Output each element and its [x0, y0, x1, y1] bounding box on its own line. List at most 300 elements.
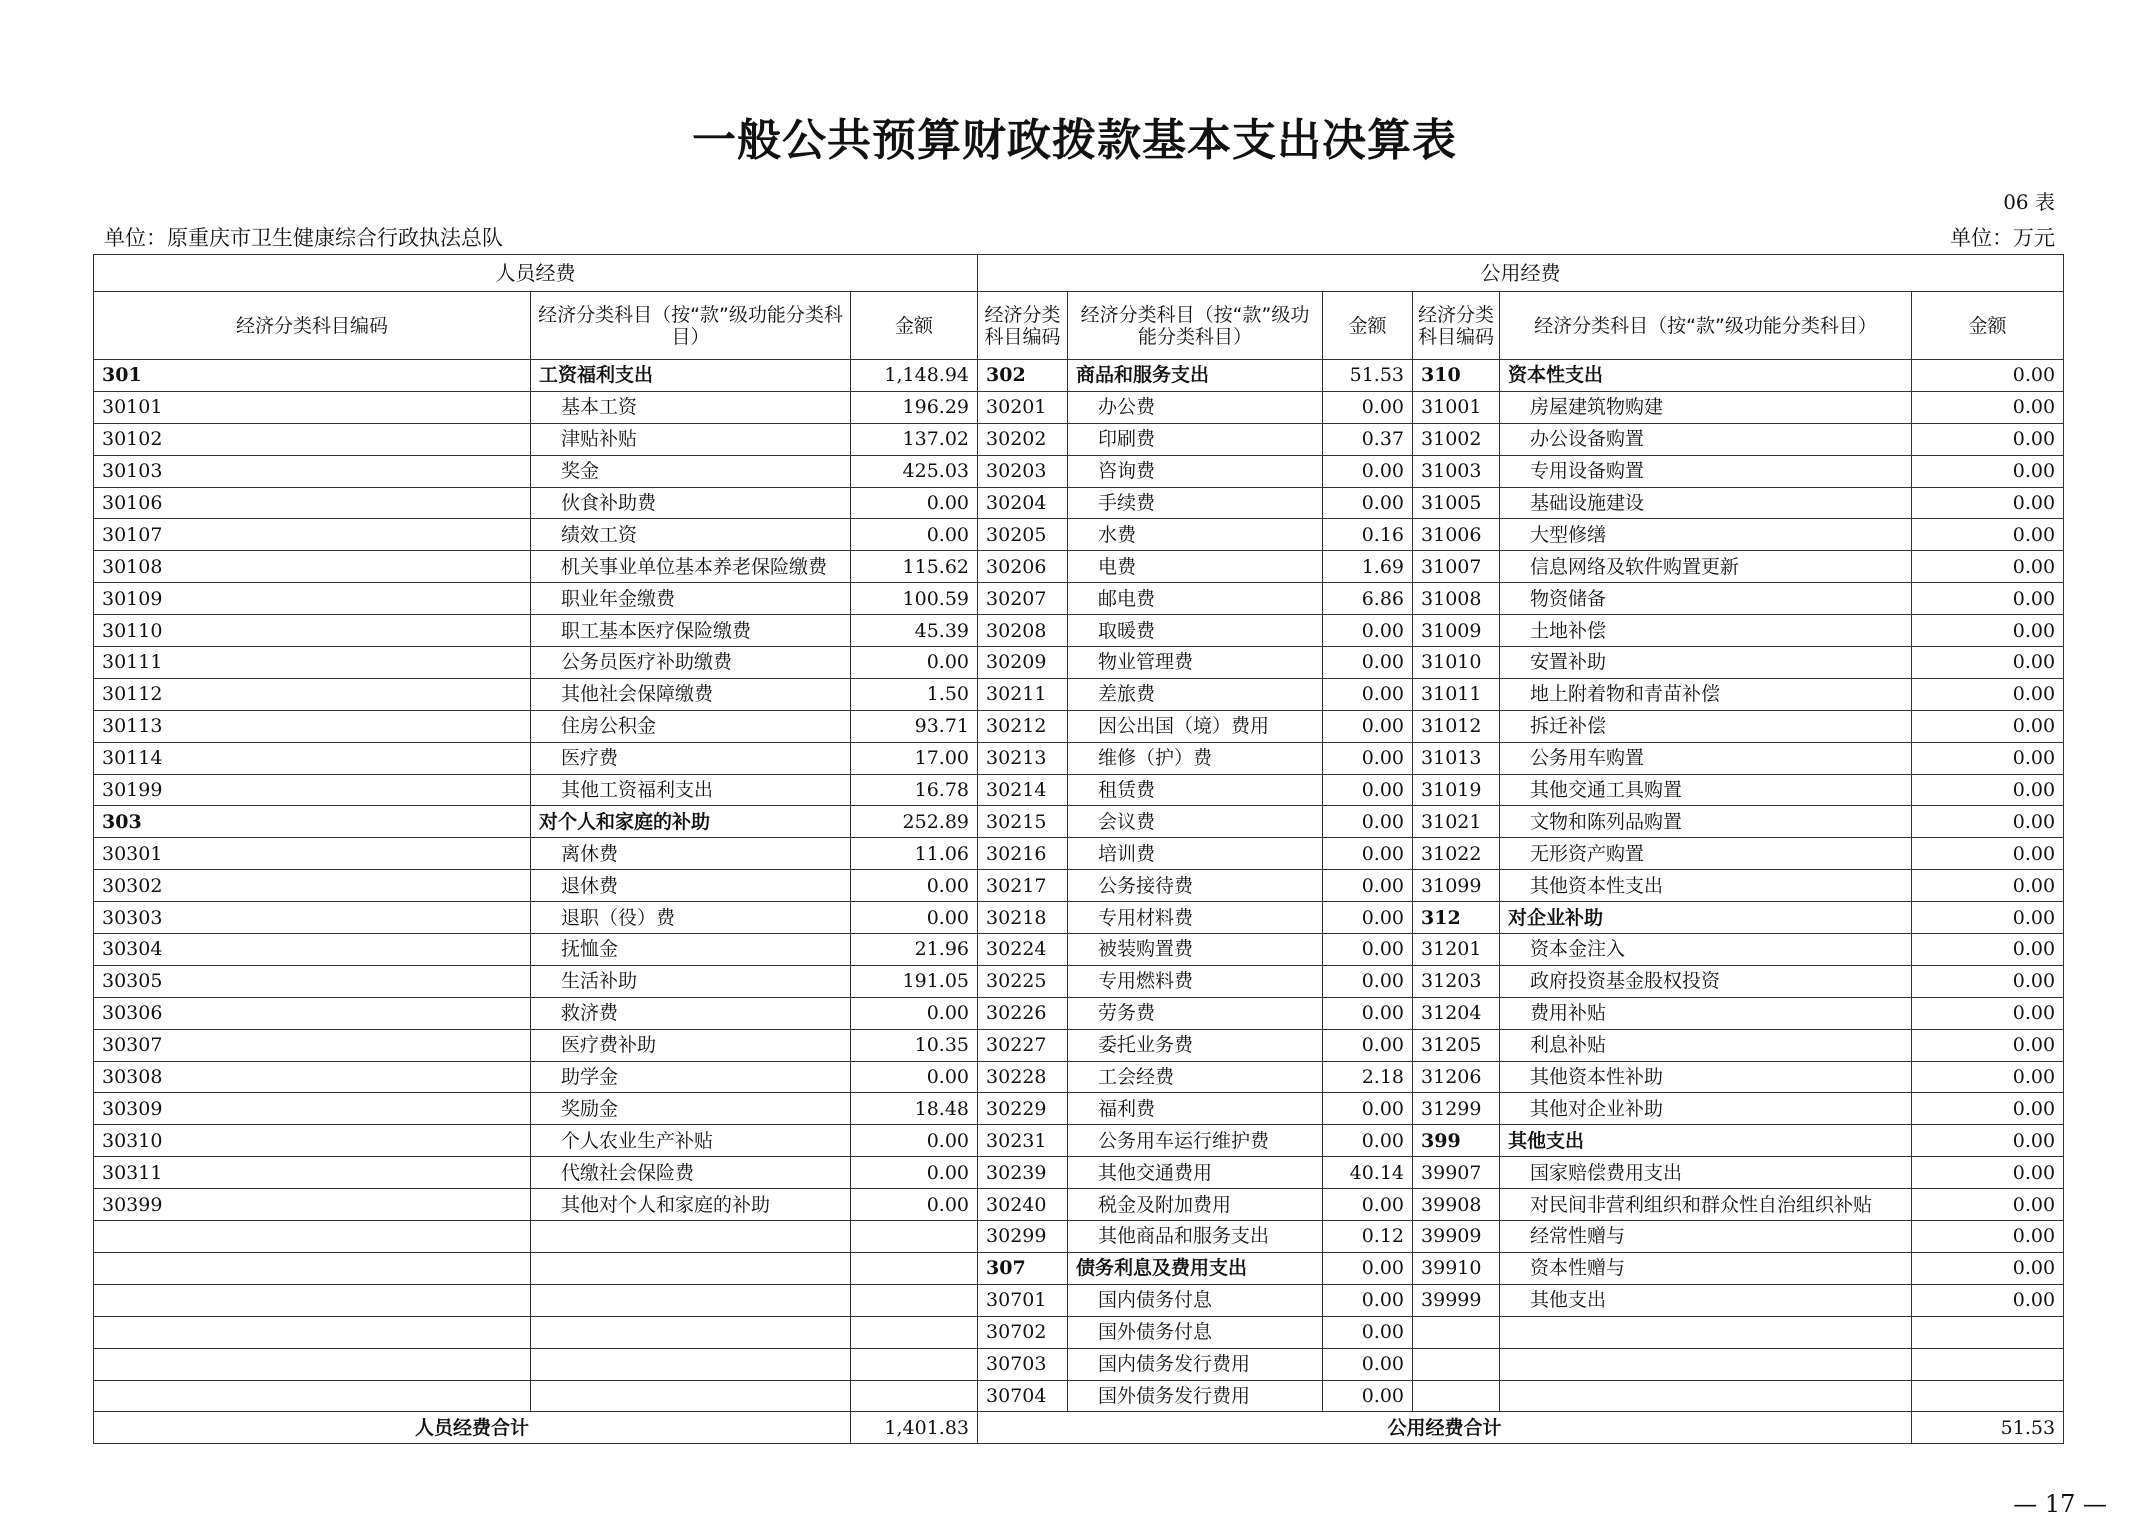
- personnel-code-cell: 30110: [94, 615, 531, 647]
- personnel-amount-cell: 0.00: [851, 902, 978, 934]
- goods-amount-cell: 0.00: [1323, 1252, 1413, 1284]
- personnel-code-cell: 30103: [94, 455, 531, 487]
- capital-name-cell: 基础设施建设: [1500, 487, 1912, 519]
- goods-name-cell: 专用材料费: [1068, 902, 1323, 934]
- personnel-name-cell: 医疗费: [531, 742, 851, 774]
- personnel-code-cell: 30102: [94, 423, 531, 455]
- personnel-code-cell: 301: [94, 360, 531, 392]
- personnel-name-cell: 代缴社会保险费: [531, 1157, 851, 1189]
- personnel-name-cell: 救济费: [531, 997, 851, 1029]
- personnel-name-cell: 生活补助: [531, 965, 851, 997]
- personnel-name-cell: 奖金: [531, 455, 851, 487]
- personnel-amount-cell: 196.29: [851, 391, 978, 423]
- capital-code-cell: 312: [1413, 902, 1500, 934]
- goods-amount-cell: 0.00: [1323, 710, 1413, 742]
- capital-amount-cell: 0.00: [1912, 391, 2064, 423]
- personnel-code-cell: 303: [94, 806, 531, 838]
- capital-name-cell: 办公设备购置: [1500, 423, 1912, 455]
- capital-amount-cell: 0.00: [1912, 647, 2064, 679]
- personnel-name-cell: 住房公积金: [531, 710, 851, 742]
- capital-code-cell: 31010: [1413, 647, 1500, 679]
- capital-amount-cell: 0.00: [1912, 423, 2064, 455]
- table-row: [94, 902, 2064, 934]
- personnel-amount-cell: 0.00: [851, 997, 978, 1029]
- personnel-name-cell: 其他社会保障缴费: [531, 678, 851, 710]
- capital-name-cell: 资本性赠与: [1500, 1252, 1912, 1284]
- table-row: [94, 1029, 2064, 1061]
- capital-amount-cell: 0.00: [1912, 934, 2064, 966]
- header-code-mid: 经济分类科目编码: [978, 292, 1068, 360]
- table-row: [94, 1221, 2064, 1253]
- personnel-total-label: 人员经费合计: [94, 1412, 851, 1444]
- personnel-amount-cell: [851, 1348, 978, 1380]
- goods-amount-cell: 0.00: [1323, 678, 1413, 710]
- goods-code-cell: 30213: [978, 742, 1068, 774]
- goods-amount-cell: 0.00: [1323, 1125, 1413, 1157]
- personnel-code-cell: 30113: [94, 710, 531, 742]
- header-amount: 金额: [851, 292, 978, 360]
- header-name: 经济分类科目（按“款”级功能分类科目）: [531, 292, 851, 360]
- personnel-code-cell: 30109: [94, 583, 531, 615]
- goods-amount-cell: 0.00: [1323, 1284, 1413, 1316]
- goods-code-cell: 30231: [978, 1125, 1068, 1157]
- personnel-code-cell: 30310: [94, 1125, 531, 1157]
- personnel-total-amount: 1,401.83: [851, 1412, 978, 1444]
- personnel-name-cell: 退休费: [531, 870, 851, 902]
- goods-amount-cell: 0.00: [1323, 487, 1413, 519]
- personnel-name-cell: [531, 1221, 851, 1253]
- personnel-code-cell: [94, 1380, 531, 1412]
- unit-organization: 单位：原重庆市卫生健康综合行政执法总队: [104, 226, 503, 250]
- goods-amount-cell: 0.12: [1323, 1221, 1413, 1253]
- header-amount-right: 金额: [1912, 292, 2064, 360]
- goods-amount-cell: 0.00: [1323, 838, 1413, 870]
- goods-code-cell: 30701: [978, 1284, 1068, 1316]
- goods-amount-cell: 0.00: [1323, 965, 1413, 997]
- capital-code-cell: 31205: [1413, 1029, 1500, 1061]
- capital-name-cell: 国家赔偿费用支出: [1500, 1157, 1912, 1189]
- capital-name-cell: [1500, 1380, 1912, 1412]
- capital-amount-cell: 0.00: [1912, 487, 2064, 519]
- capital-amount-cell: 0.00: [1912, 742, 2064, 774]
- goods-amount-cell: 0.00: [1323, 997, 1413, 1029]
- capital-name-cell: 地上附着物和青苗补偿: [1500, 678, 1912, 710]
- capital-name-cell: 无形资产购置: [1500, 838, 1912, 870]
- capital-code-cell: [1413, 1316, 1500, 1348]
- goods-code-cell: 30202: [978, 423, 1068, 455]
- goods-amount-cell: 0.00: [1323, 391, 1413, 423]
- goods-code-cell: 30212: [978, 710, 1068, 742]
- personnel-name-cell: 职工基本医疗保险缴费: [531, 615, 851, 647]
- goods-amount-cell: 0.00: [1323, 934, 1413, 966]
- capital-name-cell: 拆迁补偿: [1500, 710, 1912, 742]
- goods-code-cell: 30229: [978, 1093, 1068, 1125]
- personnel-amount-cell: 137.02: [851, 423, 978, 455]
- capital-name-cell: 土地补偿: [1500, 615, 1912, 647]
- goods-amount-cell: 0.00: [1323, 1029, 1413, 1061]
- unit-currency: 单位：万元: [1950, 226, 2055, 250]
- capital-name-cell: 资本性支出: [1500, 360, 1912, 392]
- personnel-amount-cell: 16.78: [851, 774, 978, 806]
- goods-code-cell: 30225: [978, 965, 1068, 997]
- personnel-name-cell: 工资福利支出: [531, 360, 851, 392]
- capital-amount-cell: 0.00: [1912, 583, 2064, 615]
- capital-code-cell: 39907: [1413, 1157, 1500, 1189]
- capital-amount-cell: 0.00: [1912, 360, 2064, 392]
- goods-name-cell: 物业管理费: [1068, 647, 1323, 679]
- personnel-code-cell: 30107: [94, 519, 531, 551]
- personnel-name-cell: 退职（役）费: [531, 902, 851, 934]
- goods-name-cell: 因公出国（境）费用: [1068, 710, 1323, 742]
- goods-amount-cell: 0.00: [1323, 774, 1413, 806]
- capital-amount-cell: 0.00: [1912, 1157, 2064, 1189]
- personnel-amount-cell: 425.03: [851, 455, 978, 487]
- goods-amount-cell: 0.00: [1323, 1189, 1413, 1221]
- goods-code-cell: 30201: [978, 391, 1068, 423]
- capital-code-cell: 31005: [1413, 487, 1500, 519]
- capital-name-cell: [1500, 1316, 1912, 1348]
- goods-code-cell: 30227: [978, 1029, 1068, 1061]
- capital-name-cell: 利息补贴: [1500, 1029, 1912, 1061]
- table-row: [94, 870, 2064, 902]
- capital-code-cell: 31013: [1413, 742, 1500, 774]
- goods-name-cell: 税金及附加费用: [1068, 1189, 1323, 1221]
- personnel-code-cell: [94, 1316, 531, 1348]
- personnel-amount-cell: 252.89: [851, 806, 978, 838]
- personnel-amount-cell: 1.50: [851, 678, 978, 710]
- personnel-name-cell: [531, 1284, 851, 1316]
- goods-name-cell: 国外债务付息: [1068, 1316, 1323, 1348]
- personnel-name-cell: [531, 1316, 851, 1348]
- capital-name-cell: 大型修缮: [1500, 519, 1912, 551]
- personnel-amount-cell: 45.39: [851, 615, 978, 647]
- goods-amount-cell: 6.86: [1323, 583, 1413, 615]
- goods-name-cell: 劳务费: [1068, 997, 1323, 1029]
- goods-name-cell: 国内债务付息: [1068, 1284, 1323, 1316]
- capital-amount-cell: 0.00: [1912, 519, 2064, 551]
- personnel-name-cell: 机关事业单位基本养老保险缴费: [531, 551, 851, 583]
- capital-amount-cell: 0.00: [1912, 1252, 2064, 1284]
- table-row: [94, 487, 2064, 519]
- capital-name-cell: 专用设备购置: [1500, 455, 1912, 487]
- table-row: [94, 647, 2064, 679]
- capital-amount-cell: 0.00: [1912, 615, 2064, 647]
- personnel-amount-cell: 10.35: [851, 1029, 978, 1061]
- personnel-amount-cell: 93.71: [851, 710, 978, 742]
- capital-amount-cell: 0.00: [1912, 902, 2064, 934]
- goods-code-cell: 30702: [978, 1316, 1068, 1348]
- goods-amount-cell: 0.00: [1323, 1093, 1413, 1125]
- personnel-name-cell: [531, 1380, 851, 1412]
- personnel-name-cell: [531, 1348, 851, 1380]
- table-row: [94, 1061, 2064, 1093]
- table-row: [94, 423, 2064, 455]
- goods-name-cell: 被装购置费: [1068, 934, 1323, 966]
- personnel-code-cell: 30308: [94, 1061, 531, 1093]
- capital-name-cell: 对企业补助: [1500, 902, 1912, 934]
- goods-name-cell: 公务用车运行维护费: [1068, 1125, 1323, 1157]
- capital-name-cell: 其他资本性支出: [1500, 870, 1912, 902]
- capital-code-cell: 39910: [1413, 1252, 1500, 1284]
- goods-code-cell: 30203: [978, 455, 1068, 487]
- goods-name-cell: 印刷费: [1068, 423, 1323, 455]
- personnel-code-cell: 30307: [94, 1029, 531, 1061]
- personnel-name-cell: [531, 1252, 851, 1284]
- group-public: 公用经费: [978, 255, 2064, 292]
- capital-amount-cell: 0.00: [1912, 1029, 2064, 1061]
- personnel-name-cell: 伙食补助费: [531, 487, 851, 519]
- goods-name-cell: 专用燃料费: [1068, 965, 1323, 997]
- personnel-amount-cell: 0.00: [851, 647, 978, 679]
- goods-code-cell: 30209: [978, 647, 1068, 679]
- capital-code-cell: 31009: [1413, 615, 1500, 647]
- table-row: [94, 519, 2064, 551]
- goods-code-cell: 30703: [978, 1348, 1068, 1380]
- totals-row: [94, 1412, 2064, 1444]
- table-row: [94, 455, 2064, 487]
- goods-amount-cell: 0.16: [1323, 519, 1413, 551]
- personnel-name-cell: 离休费: [531, 838, 851, 870]
- goods-name-cell: 公务接待费: [1068, 870, 1323, 902]
- expenditure-table: [93, 254, 2064, 1444]
- goods-amount-cell: 0.00: [1323, 1380, 1413, 1412]
- table-row: [94, 360, 2064, 392]
- capital-amount-cell: 0.00: [1912, 551, 2064, 583]
- goods-name-cell: 债务利息及费用支出: [1068, 1252, 1323, 1284]
- personnel-amount-cell: 0.00: [851, 1061, 978, 1093]
- personnel-amount-cell: [851, 1284, 978, 1316]
- personnel-name-cell: 其他对个人和家庭的补助: [531, 1189, 851, 1221]
- goods-name-cell: 其他商品和服务支出: [1068, 1221, 1323, 1253]
- personnel-name-cell: 医疗费补助: [531, 1029, 851, 1061]
- personnel-code-cell: 30304: [94, 934, 531, 966]
- capital-amount-cell: 0.00: [1912, 774, 2064, 806]
- table-row: [94, 1348, 2064, 1380]
- personnel-code-cell: 30111: [94, 647, 531, 679]
- capital-amount-cell: 0.00: [1912, 678, 2064, 710]
- column-header-row: [94, 292, 2064, 360]
- capital-amount-cell: 0.00: [1912, 965, 2064, 997]
- table-row: [94, 551, 2064, 583]
- capital-name-cell: 对民间非营利组织和群众性自治组织补贴: [1500, 1189, 1912, 1221]
- capital-code-cell: 39908: [1413, 1189, 1500, 1221]
- personnel-amount-cell: [851, 1316, 978, 1348]
- capital-name-cell: 信息网络及软件购置更新: [1500, 551, 1912, 583]
- goods-amount-cell: 0.00: [1323, 455, 1413, 487]
- page-title: 一般公共预算财政拨款基本支出决算表: [692, 115, 1457, 166]
- goods-name-cell: 国外债务发行费用: [1068, 1380, 1323, 1412]
- personnel-amount-cell: [851, 1252, 978, 1284]
- capital-code-cell: 31206: [1413, 1061, 1500, 1093]
- capital-amount-cell: [1912, 1316, 2064, 1348]
- goods-code-cell: 30228: [978, 1061, 1068, 1093]
- header-amount-mid: 金额: [1323, 292, 1413, 360]
- table-row: [94, 1316, 2064, 1348]
- capital-code-cell: 31019: [1413, 774, 1500, 806]
- group-personnel: 人员经费: [94, 255, 978, 292]
- form-number: 06 表: [2003, 190, 2055, 214]
- goods-amount-cell: 0.00: [1323, 806, 1413, 838]
- personnel-amount-cell: 0.00: [851, 1189, 978, 1221]
- capital-name-cell: 其他对企业补助: [1500, 1093, 1912, 1125]
- personnel-code-cell: 30306: [94, 997, 531, 1029]
- goods-code-cell: 30204: [978, 487, 1068, 519]
- goods-code-cell: 30217: [978, 870, 1068, 902]
- personnel-amount-cell: 0.00: [851, 519, 978, 551]
- capital-code-cell: 31008: [1413, 583, 1500, 615]
- table-row: [94, 615, 2064, 647]
- goods-code-cell: 30205: [978, 519, 1068, 551]
- personnel-amount-cell: 1,148.94: [851, 360, 978, 392]
- goods-amount-cell: 0.00: [1323, 1316, 1413, 1348]
- goods-code-cell: 30226: [978, 997, 1068, 1029]
- capital-code-cell: 31007: [1413, 551, 1500, 583]
- goods-name-cell: 培训费: [1068, 838, 1323, 870]
- goods-code-cell: 30239: [978, 1157, 1068, 1189]
- capital-amount-cell: 0.00: [1912, 870, 2064, 902]
- personnel-name-cell: 职业年金缴费: [531, 583, 851, 615]
- personnel-name-cell: 公务员医疗补助缴费: [531, 647, 851, 679]
- capital-name-cell: 资本金注入: [1500, 934, 1912, 966]
- capital-name-cell: 其他资本性补助: [1500, 1061, 1912, 1093]
- goods-name-cell: 邮电费: [1068, 583, 1323, 615]
- table-row: [94, 1157, 2064, 1189]
- table-row: [94, 1380, 2064, 1412]
- goods-amount-cell: 0.00: [1323, 615, 1413, 647]
- goods-code-cell: 30240: [978, 1189, 1068, 1221]
- personnel-amount-cell: 21.96: [851, 934, 978, 966]
- capital-code-cell: 31203: [1413, 965, 1500, 997]
- table-row: [94, 678, 2064, 710]
- goods-code-cell: 30214: [978, 774, 1068, 806]
- goods-amount-cell: 0.00: [1323, 1348, 1413, 1380]
- capital-code-cell: 399: [1413, 1125, 1500, 1157]
- goods-name-cell: 差旅费: [1068, 678, 1323, 710]
- goods-amount-cell: 40.14: [1323, 1157, 1413, 1189]
- goods-name-cell: 商品和服务支出: [1068, 360, 1323, 392]
- table-row: [94, 774, 2064, 806]
- table-row: [94, 838, 2064, 870]
- personnel-name-cell: 津贴补贴: [531, 423, 851, 455]
- personnel-name-cell: 个人农业生产补贴: [531, 1125, 851, 1157]
- personnel-code-cell: 30309: [94, 1093, 531, 1125]
- personnel-name-cell: 其他工资福利支出: [531, 774, 851, 806]
- personnel-code-cell: 30108: [94, 551, 531, 583]
- goods-name-cell: 咨询费: [1068, 455, 1323, 487]
- personnel-code-cell: [94, 1252, 531, 1284]
- capital-code-cell: [1413, 1348, 1500, 1380]
- capital-amount-cell: 0.00: [1912, 838, 2064, 870]
- goods-code-cell: 30211: [978, 678, 1068, 710]
- capital-amount-cell: 0.00: [1912, 1093, 2064, 1125]
- goods-code-cell: 30299: [978, 1221, 1068, 1253]
- capital-code-cell: 31299: [1413, 1093, 1500, 1125]
- goods-code-cell: 30704: [978, 1380, 1068, 1412]
- personnel-code-cell: 30311: [94, 1157, 531, 1189]
- table-row: [94, 997, 2064, 1029]
- capital-name-cell: 经常性赠与: [1500, 1221, 1912, 1253]
- personnel-code-cell: 30305: [94, 965, 531, 997]
- goods-name-cell: 维修（护）费: [1068, 742, 1323, 774]
- table-row: [94, 1125, 2064, 1157]
- personnel-code-cell: 30301: [94, 838, 531, 870]
- capital-name-cell: 物资储备: [1500, 583, 1912, 615]
- personnel-name-cell: 助学金: [531, 1061, 851, 1093]
- goods-name-cell: 电费: [1068, 551, 1323, 583]
- personnel-amount-cell: 100.59: [851, 583, 978, 615]
- capital-name-cell: 文物和陈列品购置: [1500, 806, 1912, 838]
- capital-code-cell: 31012: [1413, 710, 1500, 742]
- personnel-amount-cell: 0.00: [851, 1157, 978, 1189]
- capital-amount-cell: 0.00: [1912, 1125, 2064, 1157]
- personnel-name-cell: 抚恤金: [531, 934, 851, 966]
- goods-name-cell: 委托业务费: [1068, 1029, 1323, 1061]
- table-row: [94, 742, 2064, 774]
- goods-amount-cell: 1.69: [1323, 551, 1413, 583]
- personnel-code-cell: 30303: [94, 902, 531, 934]
- goods-code-cell: 30218: [978, 902, 1068, 934]
- goods-amount-cell: 0.00: [1323, 742, 1413, 774]
- capital-code-cell: 31201: [1413, 934, 1500, 966]
- table-row: [94, 583, 2064, 615]
- goods-name-cell: 取暖费: [1068, 615, 1323, 647]
- personnel-amount-cell: 0.00: [851, 870, 978, 902]
- goods-name-cell: 福利费: [1068, 1093, 1323, 1125]
- goods-name-cell: 工会经费: [1068, 1061, 1323, 1093]
- personnel-amount-cell: 0.00: [851, 487, 978, 519]
- capital-amount-cell: 0.00: [1912, 806, 2064, 838]
- goods-code-cell: 30206: [978, 551, 1068, 583]
- goods-name-cell: 其他交通费用: [1068, 1157, 1323, 1189]
- personnel-code-cell: 30101: [94, 391, 531, 423]
- table-row: [94, 934, 2064, 966]
- goods-code-cell: 30224: [978, 934, 1068, 966]
- capital-code-cell: 31006: [1413, 519, 1500, 551]
- goods-amount-cell: 0.00: [1323, 902, 1413, 934]
- personnel-code-cell: [94, 1348, 531, 1380]
- header-code: 经济分类科目编码: [94, 292, 531, 360]
- personnel-code-cell: [94, 1221, 531, 1253]
- capital-code-cell: [1413, 1380, 1500, 1412]
- capital-name-cell: 安置补助: [1500, 647, 1912, 679]
- personnel-name-cell: 对个人和家庭的补助: [531, 806, 851, 838]
- personnel-amount-cell: 0.00: [851, 1125, 978, 1157]
- personnel-amount-cell: 11.06: [851, 838, 978, 870]
- goods-name-cell: 租赁费: [1068, 774, 1323, 806]
- personnel-amount-cell: 18.48: [851, 1093, 978, 1125]
- capital-name-cell: 公务用车购置: [1500, 742, 1912, 774]
- capital-amount-cell: 0.00: [1912, 1061, 2064, 1093]
- goods-code-cell: 302: [978, 360, 1068, 392]
- goods-code-cell: 30216: [978, 838, 1068, 870]
- header-name-right: 经济分类科目（按“款”级功能分类科目）: [1500, 292, 1912, 360]
- capital-name-cell: 其他交通工具购置: [1500, 774, 1912, 806]
- capital-amount-cell: [1912, 1348, 2064, 1380]
- goods-code-cell: 307: [978, 1252, 1068, 1284]
- personnel-amount-cell: 17.00: [851, 742, 978, 774]
- table-row: [94, 1252, 2064, 1284]
- personnel-name-cell: 奖励金: [531, 1093, 851, 1125]
- capital-amount-cell: 0.00: [1912, 455, 2064, 487]
- goods-amount-cell: 0.37: [1323, 423, 1413, 455]
- goods-amount-cell: 51.53: [1323, 360, 1413, 392]
- capital-amount-cell: 0.00: [1912, 1221, 2064, 1253]
- public-total-amount: 51.53: [1912, 1412, 2064, 1444]
- personnel-code-cell: 30302: [94, 870, 531, 902]
- goods-name-cell: 手续费: [1068, 487, 1323, 519]
- capital-code-cell: 31001: [1413, 391, 1500, 423]
- capital-name-cell: 其他支出: [1500, 1284, 1912, 1316]
